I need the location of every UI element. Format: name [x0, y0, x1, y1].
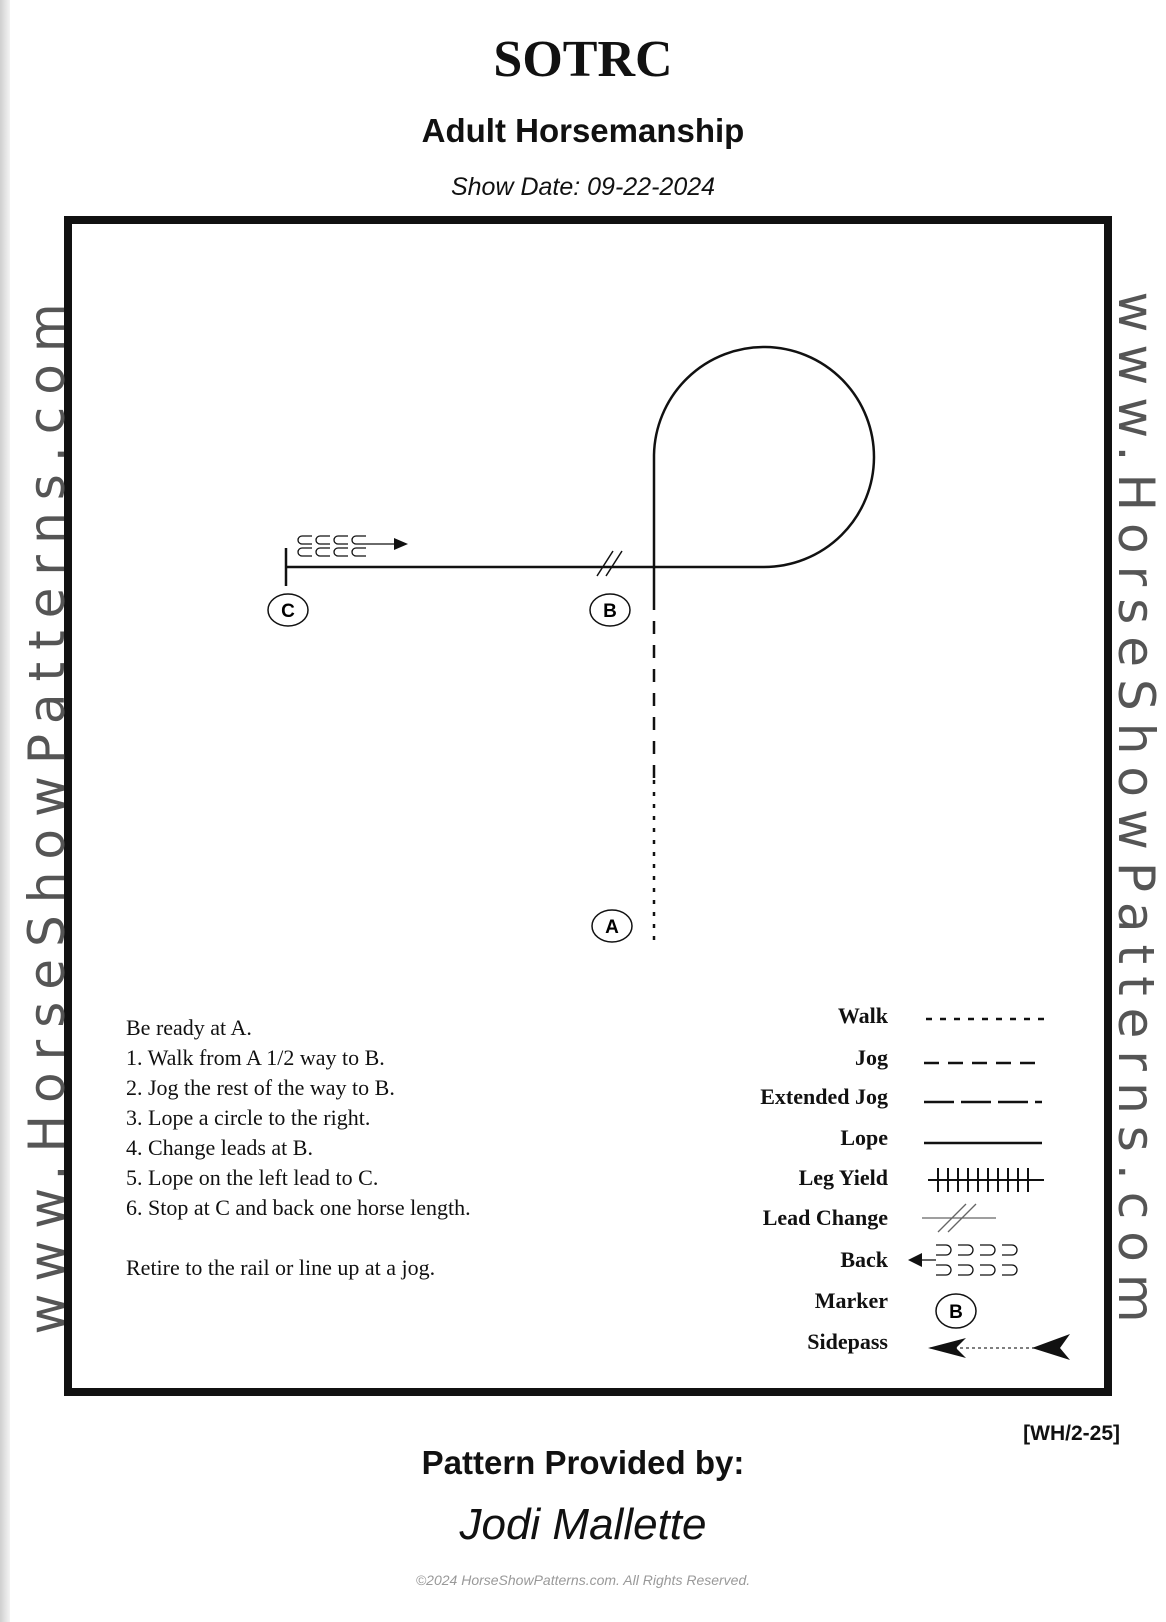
watermark-right: www.HorseShowPatterns.com — [1107, 291, 1165, 1335]
provided-by-heading: Pattern Provided by: — [421, 1444, 745, 1481]
marker-b — [590, 594, 630, 626]
marker-c — [268, 594, 308, 626]
show-date: Show Date: 09-22-2024 — [450, 173, 716, 201]
lope-circle-path — [654, 347, 874, 600]
pattern-code: [WH/2-25] — [1023, 1422, 1120, 1445]
legend-back-label: Back — [840, 1247, 888, 1272]
instruction-step: 4. Change leads at B. — [126, 1135, 313, 1160]
svg-text:C: C — [281, 601, 295, 622]
instruction-step: 6. Stop at C and back one horse length. — [126, 1195, 471, 1220]
instruction-step: 5. Lope on the left lead to C. — [126, 1165, 379, 1190]
legend-leg-yield-label: Leg Yield — [798, 1165, 888, 1190]
svg-text:A: A — [605, 917, 619, 938]
legend-extended-jog-label: Extended Jog — [760, 1084, 888, 1109]
watermark-left: www.HorseShowPatterns.com — [18, 291, 76, 1335]
legend-leg-yield-symbol — [928, 1168, 1044, 1192]
instruction-step: 2. Jog the rest of the way to B. — [126, 1075, 395, 1100]
svg-text:B: B — [603, 601, 617, 622]
legend-lead-change-symbol — [922, 1204, 996, 1232]
legend-lope-label: Lope — [840, 1125, 888, 1150]
instruction-step: 3. Lope a circle to the right. — [126, 1105, 371, 1130]
page-title: SOTRC — [493, 31, 673, 88]
lead-change-mark — [597, 551, 622, 576]
instruction-closing: Retire to the rail or line up at a jog. — [126, 1255, 436, 1280]
legend-sidepass-symbol — [928, 1334, 1070, 1360]
class-name: Adult Horsemanship — [421, 112, 745, 149]
legend-marker-label: Marker — [814, 1288, 888, 1313]
instruction-intro: Be ready at A. — [126, 1015, 252, 1040]
marker-a — [592, 910, 632, 942]
legend-sidepass-label: Sidepass — [807, 1329, 888, 1354]
back-symbol — [298, 536, 408, 556]
instruction-step: 1. Walk from A 1/2 way to B. — [126, 1045, 385, 1070]
legend-lead-change-label: Lead Change — [762, 1205, 888, 1230]
pattern-instructions — [126, 1013, 686, 1283]
legend-jog-label: Jog — [855, 1045, 888, 1070]
legend-walk-label: Walk — [837, 1003, 888, 1028]
svg-text:B: B — [949, 1302, 963, 1323]
author-name: Jodi Mallette — [459, 1500, 707, 1549]
copyright-notice: ©2024 HorseShowPatterns.com. All Rights Reserved. — [415, 1572, 751, 1588]
legend-back-symbol — [908, 1245, 1017, 1275]
legend-marker-symbol — [936, 1294, 976, 1328]
